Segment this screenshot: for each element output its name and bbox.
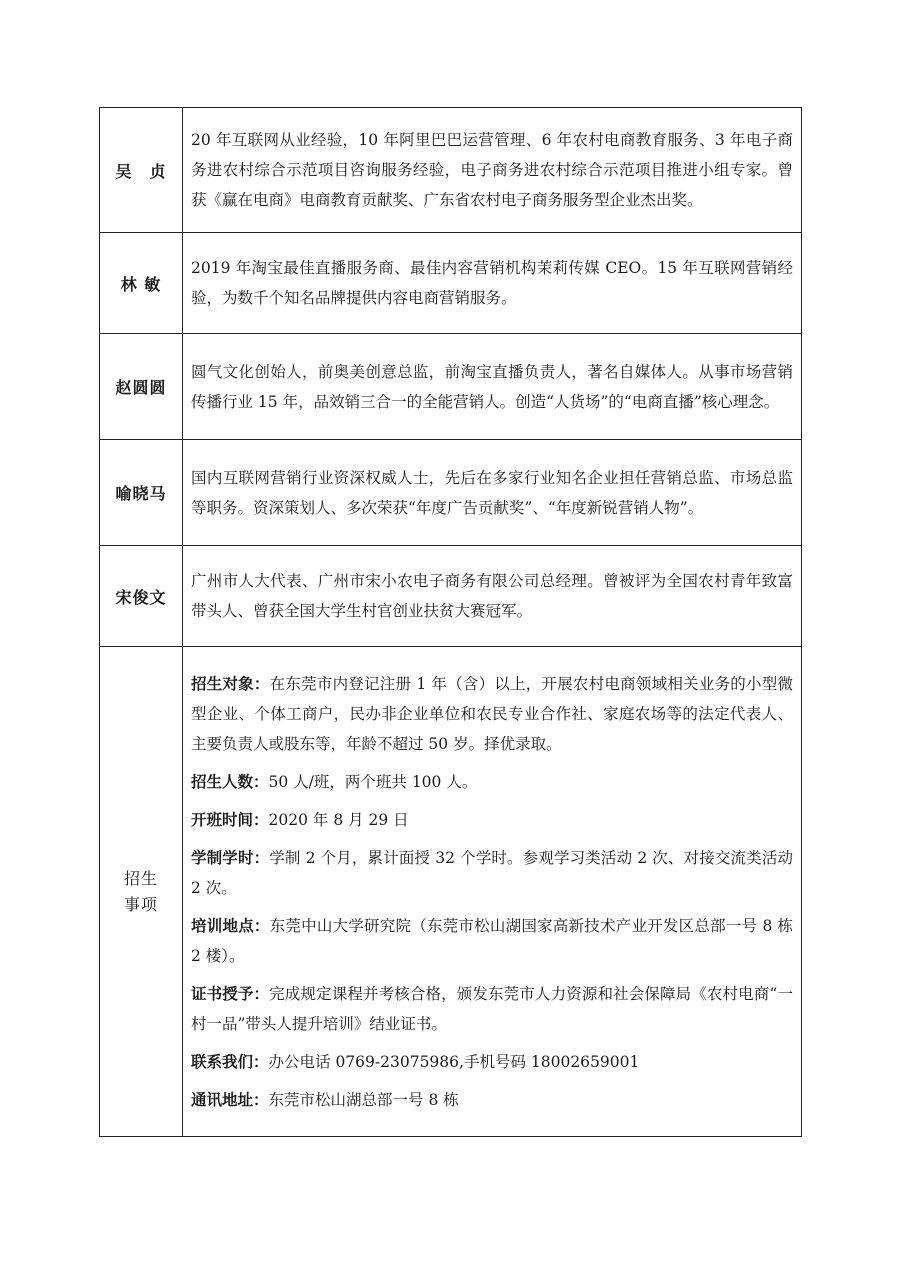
item-label: 证书授予： <box>191 984 270 1003</box>
person-bio: 广州市人大代表、广州市宋小农电子商务有限公司总经理。曾被评为全国农村青年致富带头人、曾获全国大学生村官创业扶贫大赛冠军。 <box>191 572 793 620</box>
item-text: 东莞中山大学研究院（东莞市松山湖国家高新技术产业开发区总部一号 8 栋 2 楼）。 <box>191 916 793 965</box>
person-row-zhao-yuanyuan <box>100 334 802 440</box>
enrollment-item-contact <box>191 1047 793 1077</box>
item-label: 学制学时： <box>191 848 270 867</box>
person-bio-cell <box>183 108 802 233</box>
person-bio: 2019 年淘宝最佳直播服务商、最佳内容营销机构茉莉传媒 CEO。15 年互联网营销经验，为数千个知名品牌提供内容电商营销服务。 <box>191 259 793 307</box>
item-text: 学制 2 个月，累计面授 32 个学时。参观学习类活动 2 次、对接交流类活动 2 次。 <box>191 848 793 897</box>
enrollment-item-quota <box>191 767 793 797</box>
item-text: 东莞市松山湖总部一号 8 栋 <box>268 1090 459 1109</box>
person-name: 宋俊文 <box>100 546 183 647</box>
enrollment-item-certificate <box>191 979 793 1039</box>
enrollment-row <box>100 647 802 1137</box>
item-label: 招生人数： <box>191 772 269 791</box>
enrollment-details <box>183 647 802 1137</box>
person-bio: 20 年互联网从业经验，10 年阿里巴巴运营管理、6 年农村电商教育服务、3 年电子商务进农村综合示范项目咨询服务经验，电子商务进农村综合示范项目推进小组专家。曾获《赢在电商》电商教育贡献奖、广东省农村电子商务服务型企业杰出奖。 <box>191 131 793 209</box>
person-bio-cell <box>183 233 802 334</box>
item-text: 在东莞市内登记注册 1 年（含）以上，开展农村电商领域相关业务的小型微型企业、个体工商户，民办非企业单位和农民专业合作社、家庭农场等的法定代表人、主要负责人或股东等，年龄不超过 50 岁。择优录取。 <box>191 674 793 753</box>
item-text: 完成规定课程并考核合格，颁发东莞市人力资源和社会保障局《农村电商“一村一品”带头人提升培训》结业证书。 <box>191 984 793 1033</box>
person-row-lin-min <box>100 233 802 334</box>
instructor-table <box>99 107 802 1137</box>
enrollment-label-line2: 事项 <box>123 894 158 914</box>
item-text: 2020 年 8 月 29 日 <box>268 810 409 829</box>
person-row-wu-zhen <box>100 108 802 233</box>
item-label: 开班时间： <box>191 810 269 829</box>
item-label: 招生对象： <box>191 674 270 693</box>
person-bio: 国内互联网营销行业资深权威人士，先后在多家行业知名企业担任营销总监、市场总监等职务。资深策划人、多次荣获“年度广告贡献奖”、“年度新锐营销人物”。 <box>191 468 793 517</box>
item-text: 办公电话 0769-23075986,手机号码 18002659001 <box>268 1052 640 1071</box>
person-row-song-junwen <box>100 546 802 647</box>
person-name: 赵圆圆 <box>100 334 183 440</box>
enrollment-item-duration <box>191 843 793 903</box>
person-name: 吴 贞 <box>100 108 183 233</box>
item-text: 50 人/班，两个班共 100 人。 <box>268 772 478 791</box>
enrollment-label <box>100 647 183 1137</box>
person-name: 喻晓马 <box>100 440 183 546</box>
person-name: 林 敏 <box>100 233 183 334</box>
enrollment-item-target <box>191 669 793 759</box>
item-label: 通讯地址： <box>191 1090 269 1109</box>
person-bio-cell <box>183 546 802 647</box>
enrollment-item-location <box>191 911 793 971</box>
person-row-yu-xiaoma <box>100 440 802 546</box>
item-label: 培训地点： <box>191 916 270 935</box>
enrollment-item-address <box>191 1085 793 1115</box>
enrollment-label-line1: 招生 <box>123 868 158 888</box>
enrollment-item-start-date <box>191 805 793 835</box>
item-label: 联系我们： <box>191 1052 269 1071</box>
person-bio-cell <box>183 440 802 546</box>
person-bio: 圆气文化创始人，前奥美创意总监，前淘宝直播负责人，著名自媒体人。从事市场营销传播行业 15 年，品效销三合一的全能营销人。创造“人货场”的“电商直播”核心理念。 <box>191 362 793 411</box>
person-bio-cell <box>183 334 802 440</box>
